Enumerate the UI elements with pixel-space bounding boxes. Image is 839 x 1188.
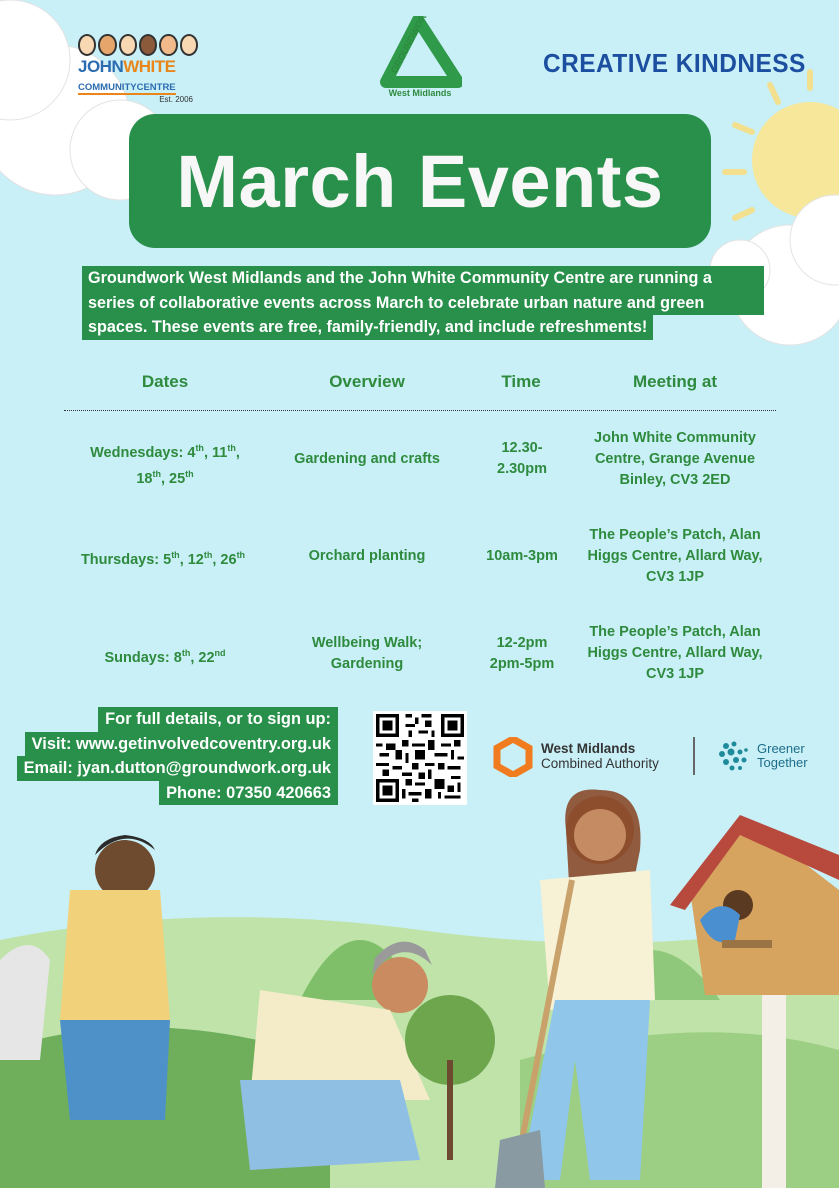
faces-icon — [78, 34, 198, 56]
row1-meeting: John White Community Centre, Grange Avenue Binley, CV3 2ED — [594, 430, 756, 488]
john-white-sub: COMMUNITYCENTRE — [78, 82, 176, 93]
contact-block — [12, 707, 338, 805]
john-white-logo — [78, 34, 198, 106]
contact-heading: For full details, or to sign up: — [98, 707, 338, 732]
groundwork-logo — [378, 16, 462, 98]
page-title: March Events — [176, 139, 664, 223]
row1-time: 12.30- 2.30pm — [497, 440, 547, 477]
header-overview: Overview — [329, 372, 405, 391]
intro-line-3: spaces. These events are free, family-friendly, and include refreshments! — [82, 315, 653, 340]
groundwork-triangle-icon — [378, 16, 462, 88]
john-white-est: Est. 2006 — [159, 95, 193, 104]
row3-overview: Wellbeing Walk; Gardening — [311, 635, 423, 672]
intro-line-2: series of collaborative events across March to celebrate urban nature and green — [82, 291, 764, 316]
row1-overview: Gardening and crafts — [294, 451, 440, 467]
greener-together-icon — [716, 738, 752, 776]
groundwork-region: West Midlands — [388, 88, 452, 98]
logo-divider — [693, 737, 695, 775]
contact-email-link[interactable]: Email: jyan.dutton@groundwork.org.uk — [17, 756, 338, 781]
row2-dates: Thursdays: 5th, 12th, 26th — [80, 550, 246, 568]
creative-kindness-logo: CREATIVE KINDNESS — [543, 48, 806, 78]
row2-overview: Orchard planting — [308, 548, 426, 564]
contact-phone: Phone: 07350 420663 — [159, 781, 338, 806]
header-time: Time — [501, 372, 541, 391]
wmca-logo-text: West Midlands Combined Authority — [541, 741, 659, 771]
header-meeting: Meeting at — [632, 372, 718, 391]
row3-meeting: The People’s Patch, Alan Higgs Centre, Allard Way, CV3 1JP — [587, 624, 763, 682]
row2-time: 10am-3pm — [486, 548, 558, 564]
intro-paragraph — [82, 266, 764, 340]
john-white-name: JOHNWHITE — [78, 57, 176, 76]
contact-visit-link[interactable]: Visit: www.getinvolvedcoventry.org.uk — [25, 732, 338, 757]
greener-together-text: Greener Together — [757, 741, 808, 770]
qr-code[interactable] — [373, 711, 467, 805]
title-banner — [129, 114, 711, 248]
row1-dates: Wednesdays: 4th, 11th, 18th, 25th — [90, 443, 240, 487]
wmca-hexagon-icon — [493, 737, 533, 777]
row3-dates: Sundays: 8th, 22nd — [104, 648, 226, 666]
groundwork-word: GROUNDWORK — [388, 16, 433, 76]
table-divider — [64, 410, 776, 411]
header-dates: Dates — [141, 372, 189, 391]
row2-meeting: The People’s Patch, Alan Higgs Centre, Allard Way, CV3 1JP — [587, 527, 763, 585]
sun-icon — [725, 72, 839, 218]
intro-line-1: Groundwork West Midlands and the John White Community Centre are running a — [82, 266, 764, 291]
row3-time: 12-2pm 2pm-5pm — [489, 635, 555, 672]
